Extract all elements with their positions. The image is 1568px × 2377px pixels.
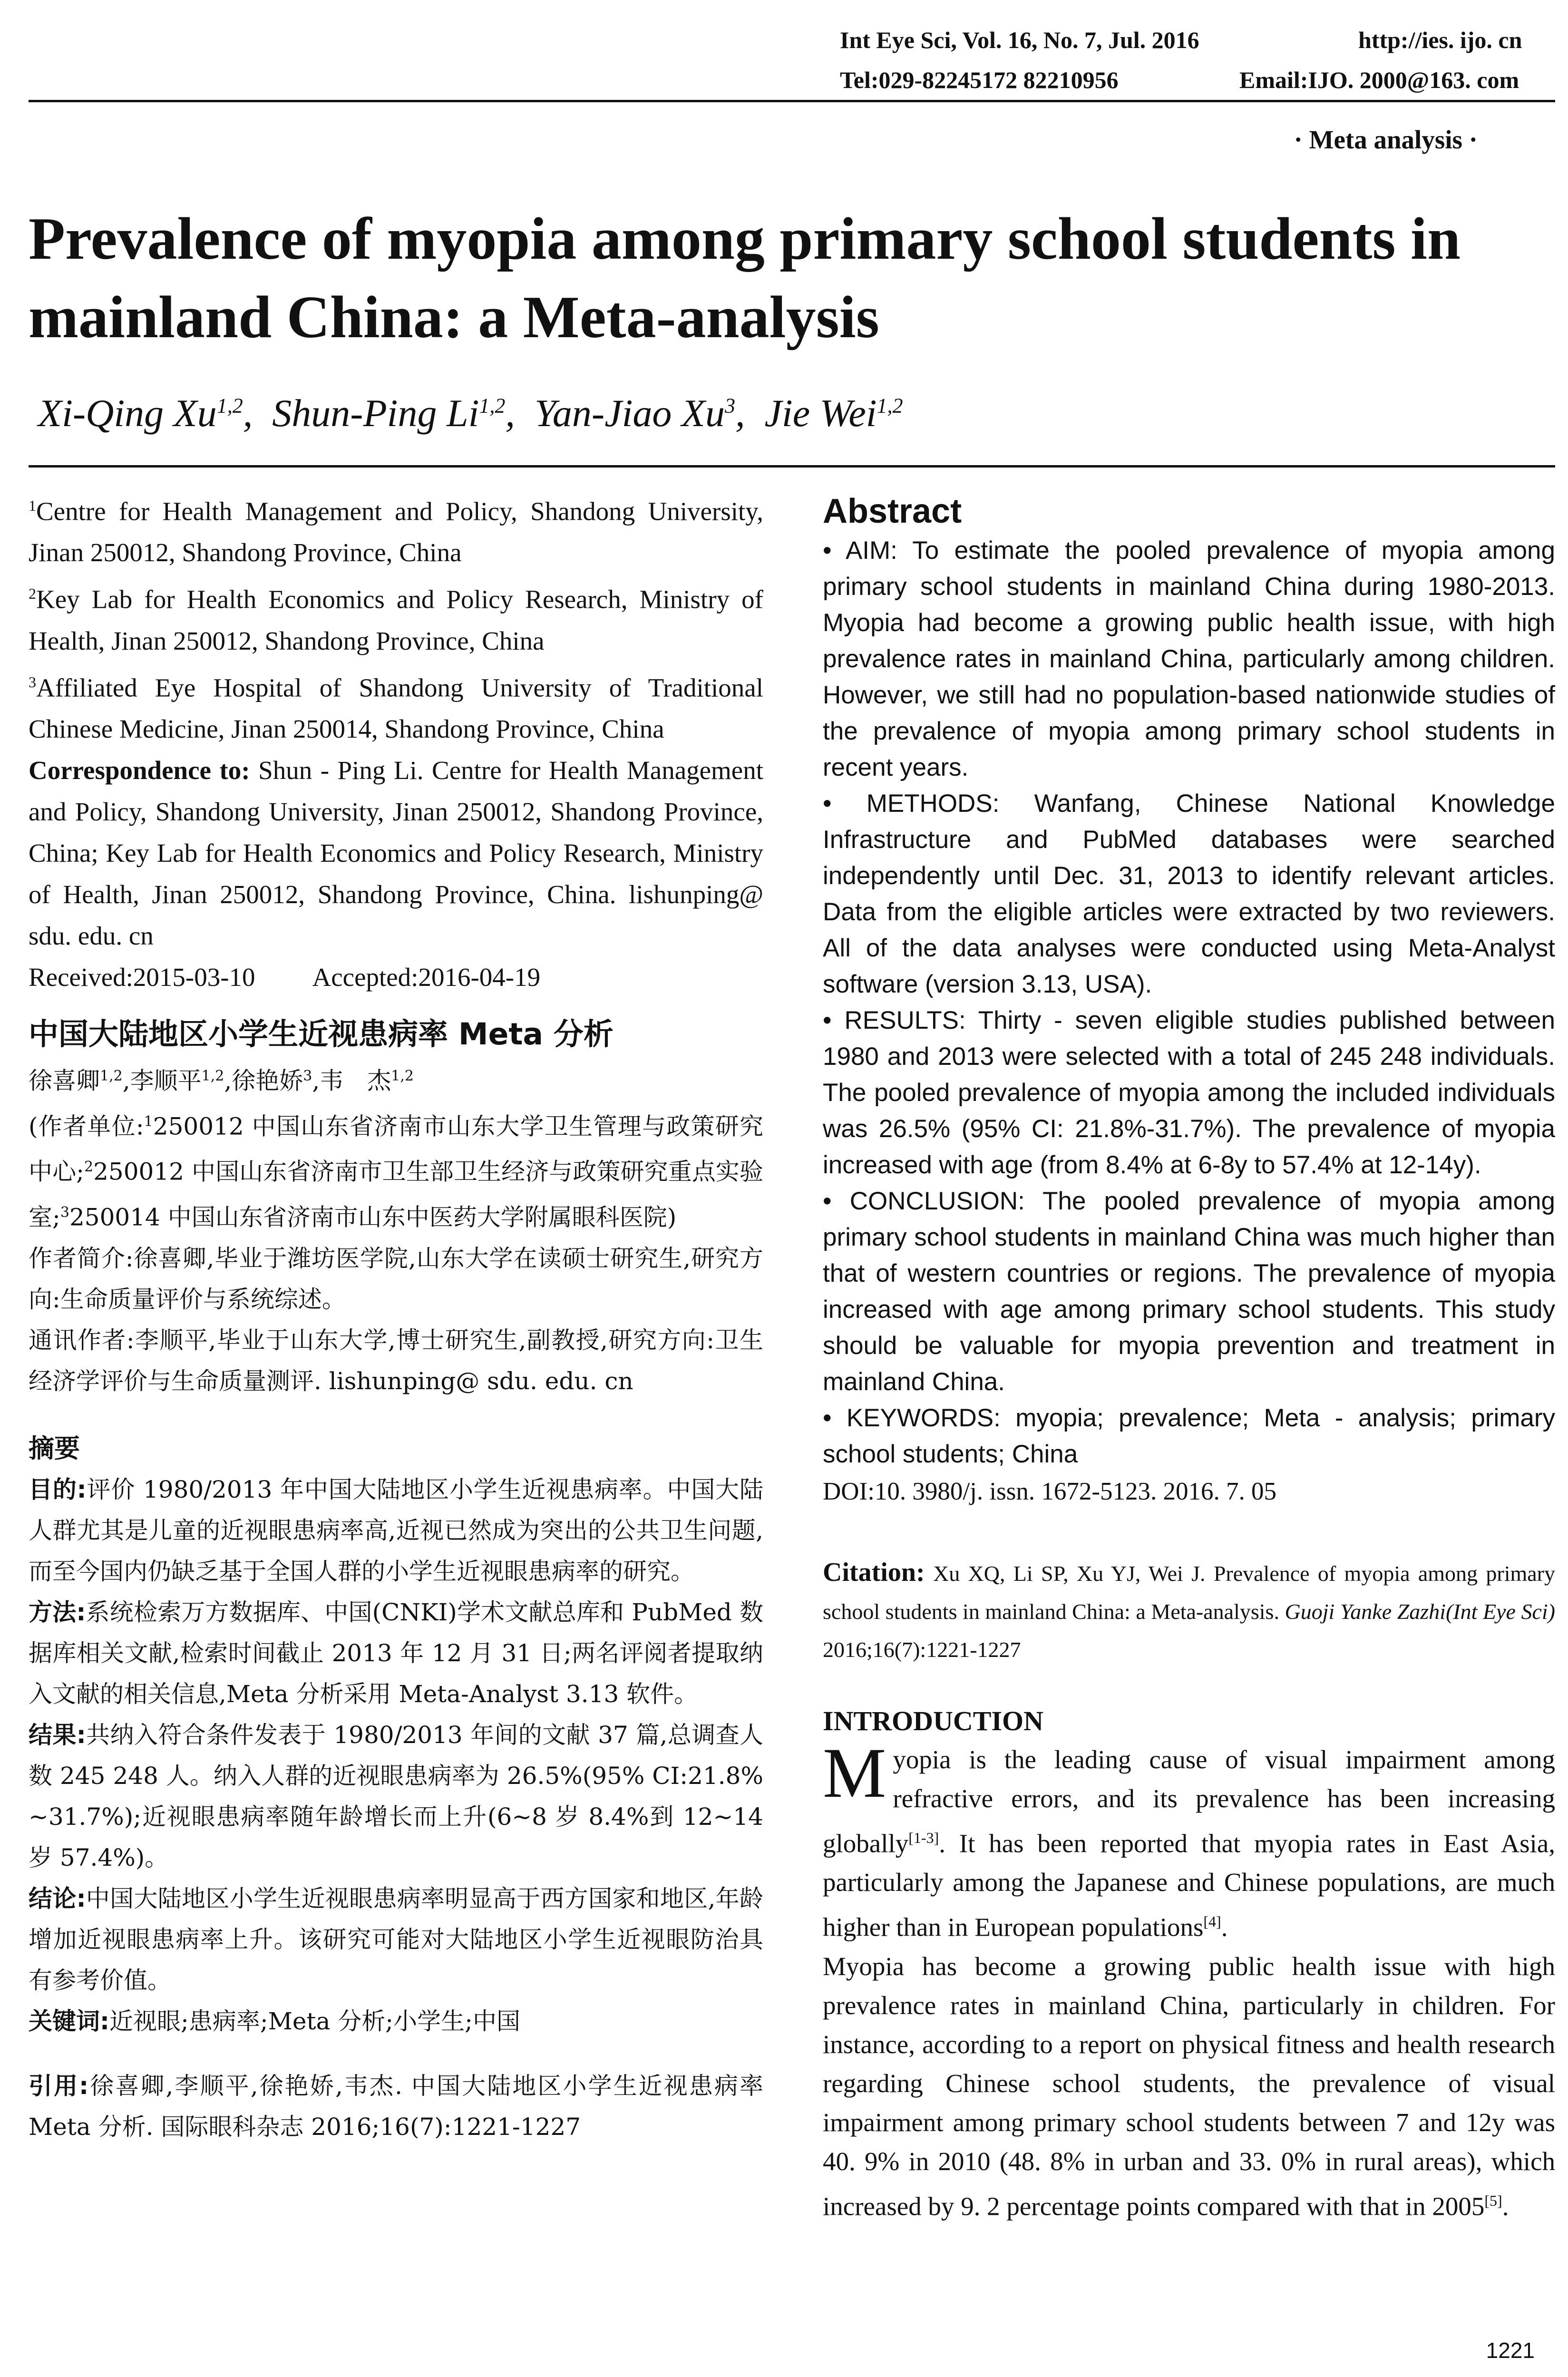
accepted-date: Accepted:2016-04-19 — [312, 962, 541, 992]
author-name: Jie Wei — [764, 391, 877, 435]
cn-title: 中国大陆地区小学生近视患病率 Meta 分析 — [29, 1017, 614, 1052]
journal-line: Int Eye Sci, Vol. 16, No. 7, Jul. 2016 — [840, 27, 1199, 53]
abstract-aim: • AIM: To estimate the pooled prevalence of myopia among primary school students in mainland China during 1980-2013. Myopia had become a growing public health issue, with high prevalence rates in mainland China, particularly among children. However, we still had no population-based nationwide studies of the prevalence of myopia among primary school students in recent years. — [823, 536, 1556, 781]
cn-corresponding: 通讯作者:李顺平,毕业于山东大学,博士研究生,副教授,研究方向:卫生经济学评价与生命质量测评. lishunping@ sdu. edu. cn — [29, 1326, 763, 1395]
correspondence: Correspondence to: Shun - Ping Li. Centre for Health Management and Policy, Shandong University, Jinan 250012, Shandong Province, China; Key Lab for Health Economics and Policy Research, Ministry of Health, Jinan 250012, Shandong Province, China. lishunping@ sdu. edu. cn — [29, 755, 763, 950]
author-affiliation: 1,2 — [216, 394, 243, 418]
abstract-methods: • METHODS: Wanfang, Chinese National Knowledge Infrastructure and PubMed databases were searched independently until Dec. 31, 2013 to identify relevant articles. Data from the eligible articles were extracted by two reviewers. All of the data analyses were conducted using Meta-Analyst software (version 3.13, USA). — [823, 789, 1555, 998]
abstract-conclusion: • CONCLUSION: The pooled prevalence of myopia among primary school students in mainland China was much higher than that of western countries or regions. The prevalence of myopia increased with age among primary school students. This study should be valuable for myopia prevention and treatment in mainland China. — [823, 1187, 1555, 1396]
reference-marker: [4] — [1203, 1913, 1221, 1930]
affiliation-3: $^3$Affiliated Eye Hospital of Shandong University of Traditional Chinese Medicine, Jinan 250014, Shandong Province, China — [29, 672, 763, 743]
citation-journal: Guoji Yanke Zazhi(Int Eye Sci) — [1285, 1599, 1555, 1624]
abstract-keywords: • KEYWORDS: myopia; prevalence; Meta - analysis; primary school students; China — [823, 1404, 1555, 1468]
cn-citation: 引用:徐喜卿,李顺平,徐艳娇,韦杰. 中国大陆地区小学生近视患病率 Meta 分析. 国际眼科杂志 2016;16(7):1221-1227 — [29, 2072, 764, 2141]
author-name: Shun-Ping Li — [272, 391, 479, 435]
affiliation-2: $^2$Key Lab for Health Economics and Policy Research, Ministry of Health, Jinan 250012, Shandong Province, China — [29, 585, 763, 655]
citation-label: Citation: — [823, 1558, 925, 1587]
affiliation-1: $^1$Centre for Health Management and Policy, Shandong University, Jinan 250012, Shandong Province, China — [29, 497, 763, 567]
header-rule — [29, 100, 1555, 102]
citation: Citation: Xu XQ, Li SP, Xu YJ, Wei J. Prevalence of myopia among primary school students in mainland China: a Meta-analysis. Guoji Yanke Zazhi(Int Eye Sci) 2016;16(7):1221-1227 — [823, 1558, 1555, 1662]
reference-marker: [1-3] — [908, 1829, 939, 1846]
introduction-p2: Myopia has become a growing public health issue with high prevalence rates in mainland China, particularly in children. For instance, according to a report on physical fitness and health research regarding Chinese school students, the prevalence of visual impairment among primary school students between 7 and 12y was 40. 9% in 2010 (48. 8% in urban and 33. 0% in rural areas), which increased by 9. 2 percentage points compared with that in 2005[5]. — [823, 1951, 1555, 2221]
cn-units: (作者单位:$^1$250012 中国山东省济南市山东大学卫生管理与政策研究中心;$^2$250012 中国山东省济南市卫生部卫生经济与政策研究重点实验室;$^3$250014 中国山东省济南市山东中医药大学附属眼科医院) — [29, 1112, 764, 1231]
cn-conclusion: 结论:中国大陆地区小学生近视眼患病率明显高于西方国家和地区,年龄增加近视眼患病率上升。该研究可能对大陆地区小学生近视眼防治具有参考价值。 — [29, 1884, 763, 1994]
section-tag: · Meta analysis · — [1294, 125, 1478, 154]
author-name: Xi-Qing Xu — [38, 391, 217, 435]
cn-authors: 徐喜卿$^{1,2}$,李顺平$^{1,2}$,徐艳娇$^3$,韦 杰$^{1,2}$ — [29, 1067, 414, 1095]
received-accepted — [29, 956, 763, 998]
abstract-results: • RESULTS: Thirty - seven eligible studies published between 1980 and 2013 were selected with a total of 245 248 individuals. The pooled prevalence of myopia among the included individuals was 26.5% (95% CI: 21.8%-31.7%). The prevalence of myopia increased with age (from 8.4% at 6-8y to 57.4% at 12-14y). — [823, 1006, 1555, 1179]
cn-abstract-title: 摘要 — [29, 1433, 80, 1463]
affiliations — [29, 485, 763, 998]
right-column — [823, 490, 1555, 2226]
reference-marker: [5] — [1484, 2192, 1502, 2209]
page-number: 1221 — [1486, 2338, 1535, 2363]
cn-keywords: 关键词:近视眼;患病率;Meta 分析;小学生;中国 — [29, 2007, 520, 2035]
author-affiliation: 1,2 — [877, 394, 903, 418]
correspondence-label: Correspondence to: — [29, 755, 250, 785]
introduction-heading: INTRODUCTION — [823, 1705, 1044, 1736]
cn-results: 结果:共纳入符合条件发表于 1980/2013 年间的文献 37 篇,总调查人数 245 248 人。纳入人群的近视眼患病率为 26.5%(95% CI:21.8% ~31.7%);近视眼患病率随年龄增长而上升(6~8 岁 8.4%到 12~14 岁 57.4%)。 — [29, 1721, 763, 1871]
abstract-title: Abstract — [823, 492, 962, 530]
drop-cap: M — [823, 1734, 886, 1812]
introduction-p1: Myopia is the leading cause of visual impairment among refractive errors, and its prevalence has been increasing globally[1-3]. It has been reported that myopia rates in East Asia, particularly among the Japanese and Chinese populations, are much higher than in European populations[4]. — [823, 1734, 1555, 1942]
author-affiliation: 1,2 — [479, 394, 506, 418]
received-date: Received:2015-03-10 — [29, 962, 255, 992]
author-affiliation: 3 — [725, 394, 736, 418]
cn-objective: 目的:评价 1980/2013 年中国大陆地区小学生近视患病率。中国大陆人群尤其是儿童的近视眼患病率高,近视已然成为突出的公共卫生问题,而至今国内仍缺乏基于全国人群的小学生近视眼患病率的研究。 — [29, 1475, 764, 1585]
author-name: Yan-Jiao Xu — [534, 391, 725, 435]
left-column — [29, 485, 764, 2141]
cn-methods: 方法:系统检索万方数据库、中国(CNKI)学术文献总库和 PubMed 数据库相关文献,检索时间截止 2013 年 12 月 31 日;两名评阅者提取纳入文献的相关信息,Meta 分析采用 Meta-Analyst 3.13 软件。 — [29, 1598, 763, 1708]
journal-url: http://ies. ijo. cn — [1358, 27, 1522, 53]
author-list: Xi-Qing Xu$^{1,2}$, Shun-Ping Li$^{1,2}$, Yan-Jiao Xu$^3$, Jie Wei$^{1,2}$ — [38, 391, 903, 435]
doi: DOI:10. 3980/j. issn. 1672-5123. 2016. 7. 05 — [823, 1478, 1276, 1505]
cn-bio: 作者简介:徐喜卿,毕业于潍坊医学院,山东大学在读硕士研究生,研究方向:生命质量评价与系统综述。 — [29, 1244, 763, 1313]
title-rule — [29, 465, 1555, 468]
journal-tel: Tel:029-82245172 82210956 — [840, 67, 1119, 93]
chinese-block — [29, 1013, 763, 2147]
journal-email: Email:IJO. 2000@163. com — [1239, 67, 1519, 93]
article-title: Prevalence of myopia among primary school students in mainland China: a Meta-analysis — [29, 206, 1461, 351]
